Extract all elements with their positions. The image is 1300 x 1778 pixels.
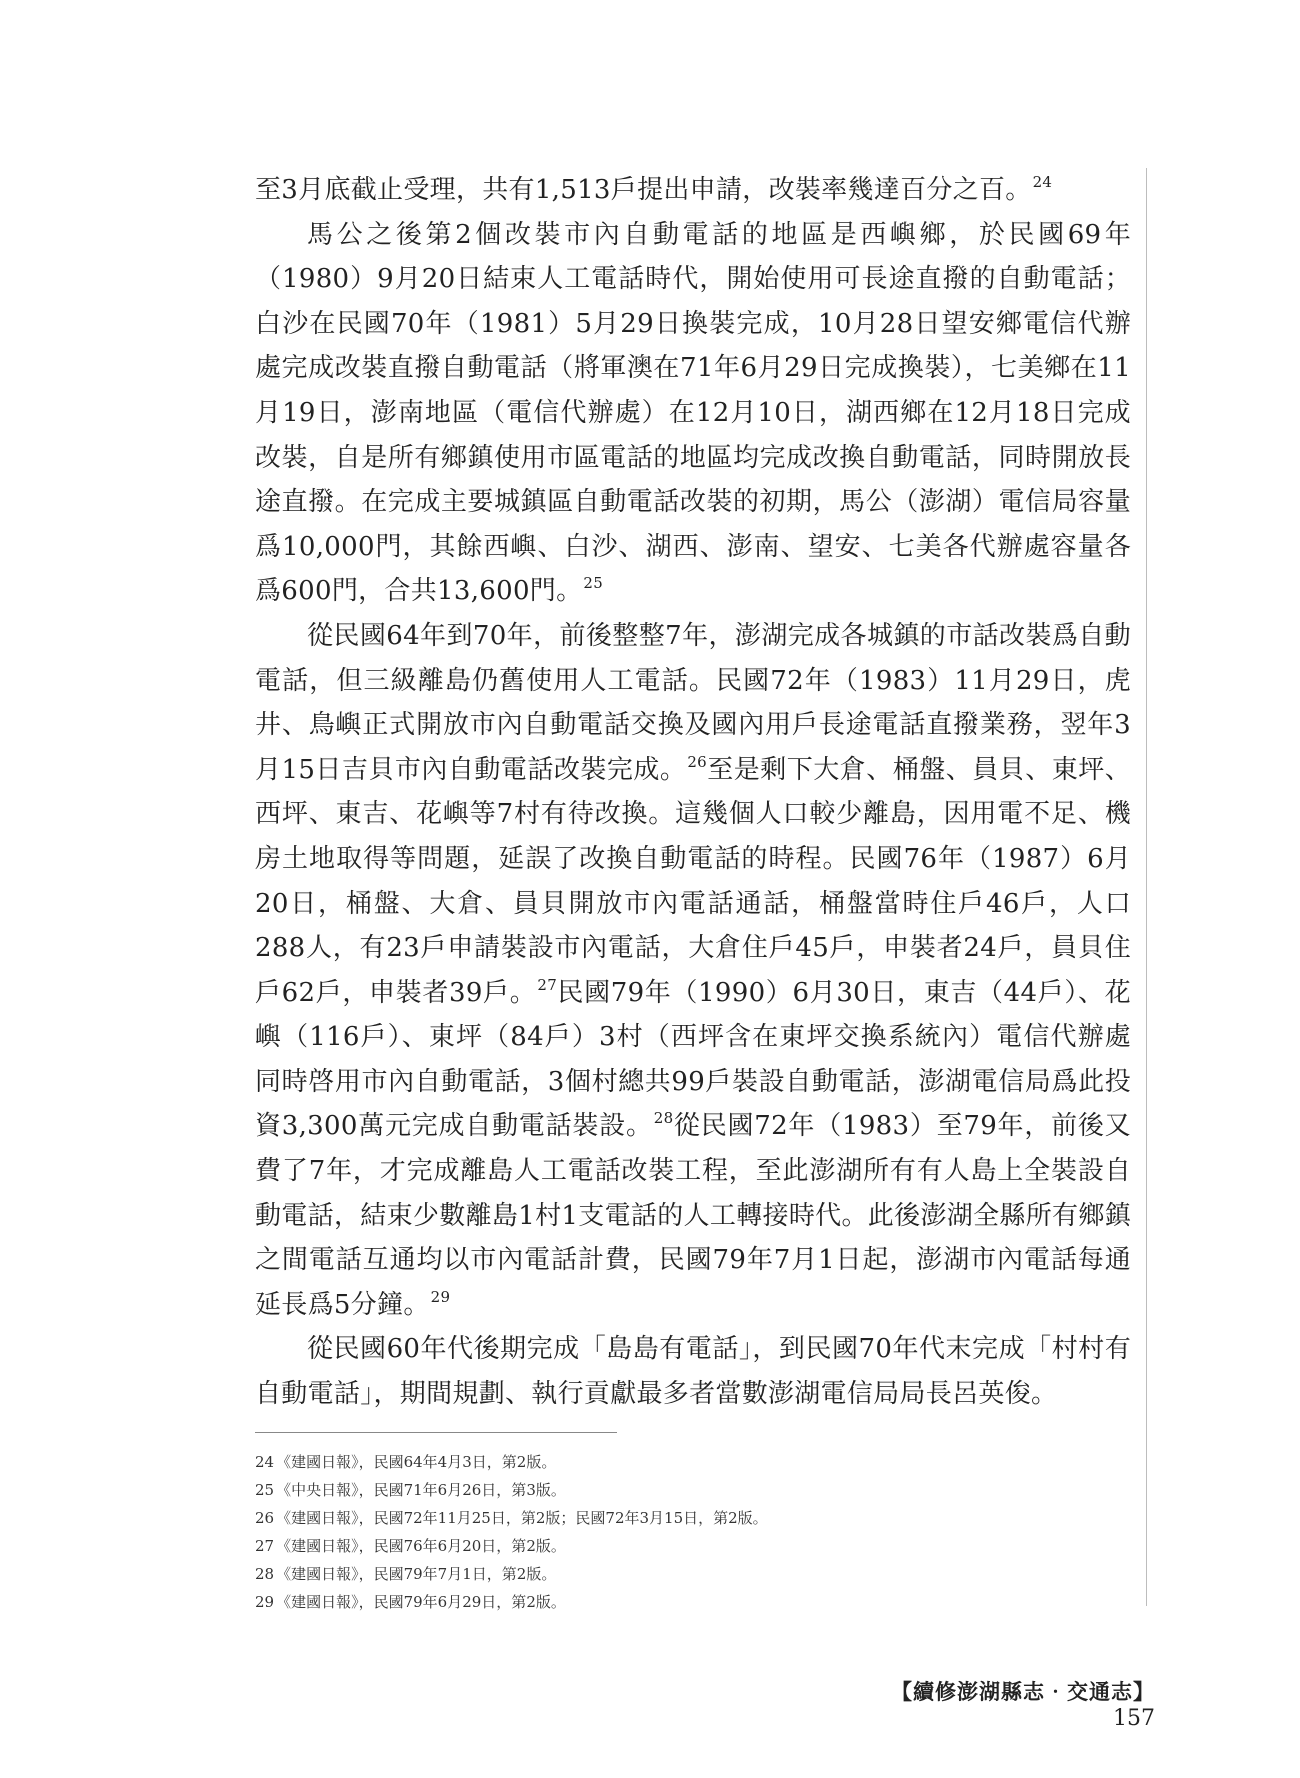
footnote-item: 26 《建國日報》，民國72年11月25日，第2版；民國72年3月15日，第2版。 [255, 1509, 768, 1528]
footnote-item: 25 《中央日報》，民國71年6月26日，第3版。 [255, 1481, 566, 1500]
footnote-item: 27 《建國日報》，民國76年6月20日，第2版。 [255, 1537, 566, 1556]
margin-rule [1146, 168, 1147, 1606]
page-footer [855, 1676, 1155, 1731]
paragraph-1: 至3月底截止受理，共有1,513戶提出申請，改裝率幾達百分之百。$^{24}$ [255, 173, 1053, 205]
paragraph-4: 從民國60年代後期完成「島島有電話」，到民國70年代末完成「村村有自動電話」，期間規劃、執行貢獻最多者當數澎湖電信局局長呂英俊。 [255, 1334, 1131, 1410]
footnote-ref[interactable]: 26 [687, 752, 708, 771]
footnote-ref[interactable]: 27 [537, 975, 558, 994]
footnote-item: 24 《建國日報》，民國64年4月3日，第2版。 [255, 1453, 557, 1471]
paragraph-3: 從民國64年到70年，前後整整7年，澎湖完成各城鎮的市話改裝爲自動電話，但三級離島仍舊使用人工電話。民國72年（1983）11月29日，虎井、鳥嶼正式開放市內自動電話交換及國內用戶長途電話直撥業務，翌年3月15日吉貝市內自動電話改裝完成。$^{26}$至是剩下大倉、桶盤、員貝、東坪、西坪、東吉、花嶼等7村有待改換。這幾個人口較少離島，因用電不足、機房土地取得等問題，延誤了改換自動電話的時程。民國76年（1987）6月20日，桶盤、大倉、員貝開放市內電話通話，桶盤當時住戶46戶，人口288人，有23戶申請裝設市內電話，大倉住戶45戶，申裝者24戶，員貝住戶62戶，申裝者39戶。$^{27}$民國79年（1990）6月30日，東吉（44戶）、花嶼（116戶）、東坪（84戶）3村（西坪含在東坪交換系統內）電信代辦處同時啓用市內自動電話，3個村總共99戶裝設自動電話，澎湖電信局爲此投資3,300萬元完成自動電話裝設。$^{28}$從民國72年（1983）至79年，前後又費了7年，才完成離島人工電話改裝工程，至此澎湖所有有人島上全裝設自動電話，結束少數離島1村1支電話的人工轉接時代。此後澎湖全縣所有鄉鎮之間電話互通均以市內電話計費，民國79年7月1日起，澎湖市內電話每通延長爲5分鐘。$^{29}$ [255, 620, 1131, 1320]
footnote-ref[interactable]: 29 [430, 1287, 451, 1306]
footnotes [255, 1448, 1125, 1617]
footnote-divider [255, 1432, 617, 1433]
footnote-ref[interactable]: 25 [583, 574, 604, 593]
book-title: 【續修澎湖縣志‧交通志】 [891, 1679, 1155, 1704]
body-text [255, 168, 1131, 1417]
footnote-ref[interactable]: 24 [1032, 173, 1053, 191]
footnote-item: 29 《建國日報》，民國79年6月29日，第2版。 [255, 1593, 566, 1612]
footnote-ref[interactable]: 28 [653, 1109, 674, 1128]
page-number: 157 [1113, 1706, 1155, 1731]
footnote-item: 28 《建國日報》，民國79年7月1日，第2版。 [255, 1565, 557, 1584]
paragraph-2: 馬公之後第2個改裝市內自動電話的地區是西嶼鄉，於民國69年（1980）9月20日結束人工電話時代，開始使用可長途直撥的自動電話；白沙在民國70年（1981）5月29日換裝完成，10月28日望安鄉電信代辦處完成改裝直撥自動電話（將軍澳在71年6月29日完成換裝），七美鄉在11月19日，澎南地區（電信代辦處）在12月10日，湖西鄉在12月18日完成改裝，自是所有鄉鎮使用市區電話的地區均完成改換自動電話，同時開放長途直撥。在完成主要城鎮區自動電話改裝的初期，馬公（澎湖）電信局容量爲10,000門，其餘西嶼、白沙、湖西、澎南、望安、七美各代辦處容量各爲600門，合共13,600門。$^{25}$ [255, 219, 1131, 607]
